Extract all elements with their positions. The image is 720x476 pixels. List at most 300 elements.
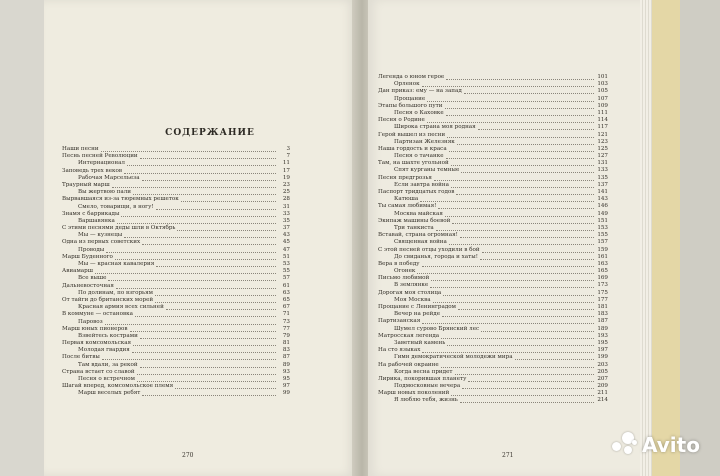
- toc-leader-dots: [442, 311, 594, 317]
- toc-entry-page: 63: [282, 289, 290, 296]
- toc-entry-page: 214: [597, 397, 608, 404]
- toc-entry-title: Широка страна моя родная: [394, 124, 476, 131]
- toc-entry-title: Там вдали, за рекой: [78, 361, 138, 368]
- toc-entry: [62, 340, 290, 347]
- toc-entry-page: 101: [597, 74, 608, 80]
- toc-leader-dots: [445, 211, 594, 217]
- toc-leader-dots: [155, 290, 276, 296]
- toc-entry: [378, 88, 608, 95]
- toc-entry-page: 155: [597, 232, 608, 239]
- avito-dots-logo-icon: [612, 432, 638, 458]
- toc-leader-dots: [106, 247, 276, 253]
- toc-entry-page: 65: [282, 296, 290, 303]
- toc-entry: [62, 254, 290, 261]
- toc-entry-title: Шумел сурово Брянский лес: [394, 325, 480, 332]
- toc-leader-dots: [431, 275, 594, 281]
- page-number-left: 270: [182, 452, 194, 459]
- toc-entry-page: 55: [282, 268, 290, 275]
- toc-leader-dots: [102, 354, 276, 360]
- toc-entry: [62, 283, 290, 290]
- toc-entry-page: 151: [597, 217, 608, 224]
- toc-entry-title: Гимн демократической молодежи мира: [394, 354, 513, 361]
- toc-entry-title: Дорогая моя столица: [378, 289, 442, 296]
- toc-leader-dots: [117, 218, 276, 224]
- toc-entry-page: 87: [282, 354, 290, 361]
- toc-entry-page: 77: [282, 325, 290, 332]
- toc-entry: [378, 96, 608, 103]
- toc-entry-page: 45: [282, 239, 290, 246]
- toc-entry: [62, 211, 290, 218]
- toc-entry-title: Огонек: [394, 268, 416, 275]
- toc-leader-dots: [422, 347, 594, 353]
- toc-leader-dots: [438, 203, 594, 209]
- toc-entry: [378, 175, 608, 182]
- toc-entry: [378, 132, 608, 139]
- toc-entry-page: 19: [282, 174, 290, 181]
- toc-entry: [378, 340, 608, 347]
- toc-entry-page: 209: [597, 383, 608, 390]
- toc-entry-title: Первая комсомольская: [62, 340, 132, 347]
- toc-entry-title: Вечер на рейде: [394, 311, 441, 318]
- toc-leader-dots: [133, 189, 276, 195]
- toc-entry: [62, 362, 290, 369]
- toc-entry-page: 73: [282, 318, 290, 325]
- toc-entry: [378, 110, 608, 117]
- toc-entry-title: Варшавянка: [78, 217, 115, 224]
- toc-entry-page: 103: [597, 81, 608, 88]
- toc-entry-title: Экипаж машины боевой: [378, 217, 451, 224]
- toc-entry-page: 31: [282, 203, 290, 210]
- toc-entry-page: 111: [597, 109, 608, 116]
- toc-entry: [62, 304, 290, 311]
- toc-entry-page: 95: [282, 376, 290, 382]
- toc-entry-title: От тайги до британских морей: [62, 296, 154, 303]
- toc-leader-dots: [436, 225, 594, 231]
- toc-leader-dots: [133, 340, 276, 346]
- toc-leader-dots: [105, 319, 276, 325]
- toc-entry-title: Проводы: [78, 246, 105, 253]
- toc-entry-page: 43: [282, 232, 290, 239]
- toc-entry: [378, 81, 608, 88]
- toc-entry-page: 165: [597, 268, 608, 275]
- toc-leader-dots: [464, 88, 594, 94]
- toc-entry: [378, 218, 608, 225]
- book-cover: [652, 0, 682, 476]
- toc-leader-dots: [478, 124, 594, 130]
- toc-leader-dots: [108, 275, 276, 281]
- toc-entry: [62, 232, 290, 239]
- toc-entry-title: Легенда о юном герое: [378, 74, 445, 80]
- toc-entry-title: Герой вышел из песни: [378, 131, 446, 138]
- toc-entry-title: Интернационал: [78, 160, 125, 167]
- toc-entry-page: 146: [597, 203, 608, 210]
- toc-entry-page: 175: [597, 289, 608, 296]
- toc-entry-title: Марш новых поколений: [378, 390, 450, 397]
- toc-entry: [378, 326, 608, 333]
- toc-leader-dots: [515, 354, 594, 360]
- toc-entry-page: 181: [597, 304, 608, 310]
- toc-entry-page: 149: [597, 210, 608, 217]
- toc-leader-dots: [166, 304, 276, 310]
- toc-entry-page: 97: [282, 383, 290, 390]
- toc-entry-title: После битвы: [62, 354, 100, 361]
- toc-entry-title: Страна встает со славой: [62, 368, 135, 375]
- toc-entry-page: 67: [282, 304, 290, 311]
- toc-entry-page: 107: [597, 95, 608, 102]
- toc-entry: [378, 254, 608, 261]
- toc-entry: [62, 160, 290, 167]
- toc-entry: [378, 124, 608, 131]
- page-number-right: 271: [502, 452, 514, 459]
- toc-entry-title: Паровоз: [78, 318, 103, 325]
- toc-entry-page: 17: [282, 167, 290, 174]
- toc-entry-page: 177: [597, 296, 608, 303]
- toc-entry-title: Три танкиста: [394, 224, 434, 231]
- toc-leader-dots: [480, 254, 594, 260]
- toc-entry-title: Если завтра война: [394, 181, 449, 188]
- toc-leader-dots: [116, 283, 276, 289]
- toc-entry: [378, 347, 608, 354]
- toc-leader-dots: [430, 282, 594, 288]
- toc-entry-page: 207: [597, 375, 608, 382]
- toc-entry-title: Орленок: [394, 81, 420, 88]
- toc-leader-dots: [422, 261, 594, 267]
- toc-entry-title: Когда весна придет: [394, 368, 453, 375]
- toc-entry: [62, 333, 290, 340]
- toc-entry: [378, 311, 608, 318]
- toc-entry-title: Песня о тачанке: [394, 153, 444, 160]
- toc-leader-dots: [95, 268, 276, 274]
- toc-leader-dots: [461, 167, 594, 173]
- toc-entry: [62, 390, 290, 397]
- toc-entry-title: Прощание: [394, 95, 426, 102]
- toc-leader-dots: [142, 239, 276, 245]
- toc-entry-page: 157: [597, 239, 608, 246]
- toc-entry-title: Моя Москва: [394, 296, 431, 303]
- toc-entry-title: Партизан Железняк: [394, 138, 455, 145]
- toc-leader-dots: [140, 362, 276, 368]
- toc-entry-page: 137: [597, 181, 608, 188]
- toc-entry-title: В коммуне — остановка: [62, 311, 133, 318]
- toc-entry: [378, 318, 608, 325]
- toc-entry: [378, 160, 608, 167]
- toc-leader-dots: [124, 232, 276, 238]
- toc-entry: [62, 261, 290, 268]
- toc-entry-page: 23: [282, 181, 290, 188]
- watermark-text: Avito: [642, 433, 700, 457]
- toc-entry-title: Песня о Каховке: [394, 109, 444, 116]
- toc-entry: [378, 225, 608, 232]
- toc-entry: [62, 146, 290, 153]
- toc-entry-page: 105: [597, 88, 608, 95]
- toc-entry: [378, 362, 608, 369]
- toc-leader-dots: [142, 175, 276, 181]
- toc-entry: [62, 204, 290, 211]
- toc-leader-dots: [417, 268, 594, 274]
- toc-entry-title: Лирика, покорившая планету: [378, 375, 467, 382]
- toc-entry-title: Вы жертвою пали: [78, 189, 131, 196]
- toc-entry-page: 61: [282, 282, 290, 289]
- toc-entry-title: С этими песнями деды шли в Октябрь: [62, 225, 176, 232]
- toc-entry: [378, 397, 608, 404]
- toc-entry: [378, 290, 608, 297]
- toc-entry-page: 53: [282, 261, 290, 267]
- toc-entry-page: 173: [597, 282, 608, 289]
- toc-entry: [62, 239, 290, 246]
- toc-leader-dots: [175, 383, 276, 389]
- toc-entry: [62, 189, 290, 196]
- toc-leader-dots: [427, 96, 594, 102]
- toc-leader-dots: [446, 74, 594, 80]
- toc-entry-title: Катюша: [394, 196, 419, 203]
- toc-entry-title: Паспорт тридцатых годов: [378, 189, 455, 195]
- toc-leader-dots: [135, 311, 276, 317]
- toc-leader-dots: [458, 304, 594, 310]
- toc-leader-dots: [137, 369, 276, 375]
- toc-entry-title: Взвейтесь кострами: [78, 332, 138, 339]
- toc-entry-title: Смело, товарищи, в ногу!: [78, 203, 154, 210]
- background-surface: [680, 0, 720, 476]
- toc-entry-page: 169: [597, 275, 608, 282]
- toc-entry-title: Марш Буденного: [62, 253, 113, 260]
- toc-entry-title: На рабочей окраине: [378, 361, 439, 368]
- toc-leader-dots: [455, 369, 594, 375]
- toc-entry: [378, 146, 608, 153]
- toc-entry-page: 11: [282, 160, 290, 167]
- toc-entry: [378, 203, 608, 210]
- toc-entry-title: По долинам, по взгорьям: [78, 289, 153, 296]
- toc-leader-dots: [434, 175, 594, 181]
- toc-entry-title: Одна из первых советских: [62, 239, 141, 246]
- toc-entry: [62, 326, 290, 333]
- toc-leader-dots: [451, 160, 594, 166]
- toc-leader-dots: [112, 182, 276, 188]
- toc-entry: [378, 333, 608, 340]
- toc-leader-dots: [446, 110, 594, 116]
- toc-entry-title: Вырвавшаяся из-за тюремных решеток: [62, 196, 179, 203]
- toc-leader-dots: [422, 318, 594, 324]
- toc-leader-dots: [127, 160, 276, 166]
- toc-entry: [62, 319, 290, 326]
- toc-entry-title: Дан приказ: ему — на запад: [378, 88, 462, 95]
- toc-entry-title: Дальневосточная: [62, 282, 114, 289]
- toc-entry-page: 121: [597, 131, 608, 138]
- toc-entry: [62, 376, 290, 383]
- toc-entry-title: Наши песни: [62, 146, 99, 152]
- toc-entry-page: 199: [597, 354, 608, 361]
- toc-leader-dots: [124, 168, 276, 174]
- toc-leader-dots: [140, 333, 276, 339]
- toc-entry: [62, 247, 290, 254]
- toc-leader-dots: [441, 362, 594, 368]
- toc-entry-page: 3: [286, 146, 290, 152]
- toc-entry-title: Заповедь трех веков: [62, 167, 123, 174]
- toc-entry: [62, 182, 290, 189]
- toc-entry-title: Авиамарш: [62, 268, 93, 275]
- toc-entry-page: 99: [282, 390, 290, 397]
- toc-leader-dots: [451, 390, 594, 396]
- toc-entry-page: 123: [597, 138, 608, 145]
- toc-leader-dots: [433, 297, 594, 303]
- toc-entry: [62, 268, 290, 275]
- toc-entry-title: Прощание с Ленинградом: [378, 304, 456, 310]
- toc-entry-page: 189: [597, 325, 608, 332]
- toc-entry-page: 133: [597, 167, 608, 174]
- toc-entry-title: Марш юных пионеров: [62, 325, 128, 332]
- toc-entry-page: 125: [597, 145, 608, 152]
- toc-entry-page: 33: [282, 210, 290, 217]
- toc-entry: [378, 239, 608, 246]
- toc-entry-title: Песня предгрозья: [378, 174, 432, 181]
- toc-entry-title: Партизанская: [378, 318, 421, 325]
- toc-entry-title: Песня о Родине: [378, 117, 425, 124]
- toc-entry-title: Мы — кузнецы: [78, 232, 123, 239]
- toc-entry-title: Молодая гвардия: [78, 347, 130, 354]
- toc-entry-title: Песнь песней Революции: [62, 153, 138, 160]
- toc-entry-page: 28: [282, 196, 290, 203]
- toc-entry-page: 57: [282, 275, 290, 282]
- toc-entry: [378, 354, 608, 361]
- toc-entry: [62, 196, 290, 203]
- toc-entry-page: 51: [282, 253, 290, 260]
- toc-entry-title: С этой песней отцы уходили в бой: [378, 246, 480, 253]
- toc-entry-title: Заветный камень: [394, 339, 446, 346]
- toc-entry-title: Спят курганы темные: [394, 167, 460, 174]
- toc-entry: [378, 211, 608, 218]
- toc-leader-dots: [443, 290, 594, 296]
- toc-entry: [378, 182, 608, 189]
- toc-leader-dots: [177, 225, 276, 231]
- toc-leader-dots: [447, 340, 594, 346]
- toc-leader-dots: [140, 153, 276, 159]
- toc-entry: [378, 297, 608, 304]
- toc-entry-page: 71: [282, 311, 290, 318]
- toc-entry-page: 143: [597, 196, 608, 203]
- toc-leader-dots: [445, 103, 595, 109]
- toc-entry: [378, 167, 608, 174]
- toc-entry-page: 193: [597, 332, 608, 339]
- toc-entry: [378, 282, 608, 289]
- toc-entry-title: Письмо любимой: [378, 275, 430, 282]
- toc-leader-dots: [181, 196, 276, 202]
- toc-leader-dots: [115, 254, 276, 260]
- toc-entry: [62, 225, 290, 232]
- toc-leader-dots: [457, 139, 594, 145]
- toc-leader-dots: [156, 261, 276, 267]
- toc-leader-dots: [447, 132, 594, 138]
- toc-entry: [62, 290, 290, 297]
- toc-entry-page: 205: [597, 368, 608, 375]
- toc-leader-dots: [460, 232, 594, 238]
- toc-entry: [378, 369, 608, 376]
- toc-leader-dots: [468, 376, 594, 382]
- toc-entry-title: Ты самая любимая!: [378, 203, 437, 210]
- toc-leader-dots: [420, 196, 594, 202]
- toc-entry-page: 131: [597, 160, 608, 167]
- toc-entry: [62, 297, 290, 304]
- toc-entry-page: 203: [597, 361, 608, 368]
- toc-leader-dots: [441, 333, 594, 339]
- toc-entry: [62, 311, 290, 318]
- toc-leader-dots: [155, 297, 276, 303]
- toc-leader-dots: [481, 326, 594, 332]
- toc-entry-title: Вера в победу: [378, 260, 420, 267]
- toc-entry-title: Этапы большого пути: [378, 102, 443, 109]
- toc-entry-title: Песня о встречном: [78, 376, 135, 382]
- toc-entry-title: Там, на шахте угольной: [378, 160, 449, 167]
- toc-leader-dots: [137, 376, 276, 382]
- toc-list-right: [378, 74, 608, 405]
- toc-entry-title: Мы — красная кавалерия: [78, 261, 155, 267]
- toc-leader-dots: [142, 390, 276, 396]
- toc-leader-dots: [456, 189, 594, 195]
- toc-entry-page: 141: [597, 189, 608, 195]
- toc-entry-page: 7: [286, 153, 290, 160]
- toc-entry-title: Марш веселых ребят: [78, 390, 141, 397]
- toc-entry-title: Рабочая Марсельеза: [78, 174, 140, 181]
- toc-leader-dots: [121, 211, 276, 217]
- toc-entry: [378, 117, 608, 124]
- toc-entry-title: Матросская легенда: [378, 332, 440, 339]
- toc-entry-title: Все выше: [78, 275, 107, 282]
- toc-entry-page: 114: [597, 117, 608, 124]
- toc-leader-dots: [130, 326, 276, 332]
- toc-leader-dots: [422, 81, 594, 87]
- toc-leader-dots: [101, 146, 276, 152]
- toc-entry-page: 197: [597, 347, 608, 354]
- toc-entry-page: 135: [597, 174, 608, 181]
- toc-entry-title: В землянке: [394, 282, 429, 289]
- toc-entry-title: Шагай вперед, комсомольское племя: [62, 383, 174, 390]
- toc-entry-page: 25: [282, 189, 290, 196]
- toc-entry-title: Красная армия всех сильней: [78, 304, 164, 311]
- toc-entry: [378, 261, 608, 268]
- toc-leader-dots: [156, 204, 276, 210]
- toc-entry-page: 79: [282, 332, 290, 339]
- toc-entry-page: 161: [597, 253, 608, 260]
- toc-entry: [62, 153, 290, 160]
- toc-entry-page: 195: [597, 339, 608, 346]
- toc-entry-title: До свиданья, города и хаты!: [394, 253, 478, 260]
- toc-entry-page: 81: [282, 340, 290, 347]
- toc-entry-page: 89: [282, 361, 290, 368]
- toc-leader-dots: [449, 239, 594, 245]
- toc-entry: [378, 275, 608, 282]
- toc-leader-dots: [460, 397, 594, 403]
- toc-entry-title: Священная война: [394, 239, 447, 246]
- toc-leader-dots: [452, 218, 594, 224]
- toc-entry-title: Траурный марш: [62, 181, 110, 188]
- toc-entry: [378, 74, 608, 81]
- toc-entry-title: Подмосковные вечера: [394, 383, 461, 390]
- toc-entry: [378, 189, 608, 196]
- toc-leader-dots: [451, 182, 594, 188]
- toc-entry: [378, 232, 608, 239]
- toc-entry: [378, 153, 608, 160]
- toc-entry-title: Я люблю тебя, жизнь: [394, 397, 458, 404]
- toc-entry: [62, 369, 290, 376]
- toc-entry-page: 127: [597, 153, 608, 160]
- toc-entry-title: Вставай, страна огромная!: [378, 232, 458, 239]
- toc-entry: [378, 383, 608, 390]
- toc-entry: [378, 103, 608, 110]
- toc-entry: [378, 376, 608, 383]
- toc-entry-page: 35: [282, 217, 290, 224]
- toc-leader-dots: [449, 146, 594, 152]
- toc-entry-page: 117: [597, 124, 608, 131]
- toc-entry-page: 163: [597, 260, 608, 267]
- toc-entry-page: 153: [597, 224, 608, 231]
